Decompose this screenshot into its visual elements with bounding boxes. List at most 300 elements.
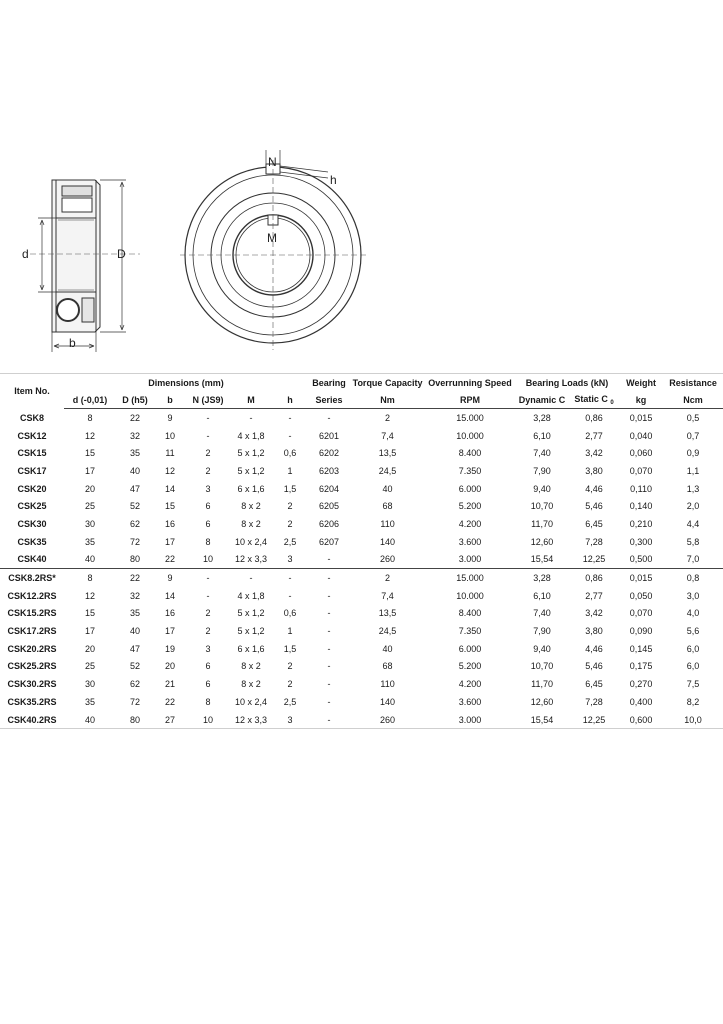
subheader-kg: kg — [619, 391, 663, 409]
table-row — [0, 675, 723, 693]
label-b: b — [69, 336, 76, 350]
table-cell: 5,6 — [686, 626, 700, 637]
table-cell: 72 — [129, 696, 140, 707]
table-cell: 8 x 2 — [241, 518, 261, 529]
item-number-cell: CSK30.2RS — [7, 679, 57, 690]
table-cell: - — [288, 430, 292, 441]
table-cell: 3.000 — [458, 554, 482, 565]
table-cell: 4,46 — [585, 643, 603, 654]
table-cell: 22 — [129, 412, 140, 423]
subheader-M: M — [230, 391, 272, 409]
table-cell: 1,1 — [686, 465, 700, 476]
table-cell: 8 x 2 — [241, 661, 261, 672]
table-cell: 6 x 1,6 — [237, 483, 265, 494]
table-cell: 0,110 — [630, 483, 652, 494]
table-cell: 17 — [164, 626, 175, 637]
subheader-N: N (JS9) — [186, 391, 230, 409]
table-row — [0, 427, 723, 445]
table-cell: 13,5 — [378, 608, 397, 619]
subheader-rpm: RPM — [425, 391, 515, 409]
table-cell: 8 x 2 — [241, 501, 261, 512]
table-cell: 260 — [350, 711, 425, 729]
table-cell: 3,0 — [686, 590, 700, 601]
table-cell: 6,10 — [533, 430, 551, 441]
table-cell: 140 — [380, 696, 396, 707]
table-cell: 2 — [287, 679, 293, 690]
table-cell: 6205 — [319, 501, 340, 512]
header-torque-capacity: Torque Capacity — [350, 374, 425, 392]
table-cell: 0,9 — [686, 448, 700, 459]
table-cell: - — [272, 569, 308, 587]
table-cell: - — [327, 590, 331, 601]
table-cell: 6 — [205, 679, 211, 690]
table-cell: 15,54 — [515, 711, 569, 729]
header-dimensions: Dimensions (mm) — [64, 374, 308, 392]
table-cell: 15,54 — [530, 554, 554, 565]
table-cell: 68 — [382, 501, 393, 512]
table-cell: 3.000 — [425, 711, 515, 729]
table-cell: 7,40 — [533, 448, 551, 459]
label-N: N — [268, 155, 277, 169]
table-cell: 3,80 — [585, 465, 603, 476]
table-row — [0, 444, 723, 462]
subheader-nm: Nm — [350, 391, 425, 409]
table-cell: - — [327, 696, 331, 707]
table-cell: 2 — [287, 518, 293, 529]
table-cell: 4 x 1,8 — [237, 590, 265, 601]
table-cell: 7,28 — [585, 696, 603, 707]
table-cell: 0,6 — [283, 608, 297, 619]
table-cell: 2,0 — [686, 501, 700, 512]
item-number-cell: CSK17.2RS — [7, 626, 57, 637]
table-cell: - — [206, 430, 210, 441]
table-cell: 6201 — [319, 430, 340, 441]
subheader-static-label: Static C — [574, 393, 608, 404]
table-cell: 12,60 — [530, 696, 554, 707]
table-cell: 6 — [205, 501, 211, 512]
table-cell: 40 — [84, 554, 95, 565]
table-cell: 2 — [205, 608, 211, 619]
item-number-cell: CSK12.2RS — [7, 590, 57, 601]
table-cell: - — [206, 590, 210, 601]
table-cell: 12 — [164, 465, 175, 476]
table-cell: 47 — [129, 483, 140, 494]
subheader-static-subscript: 0 — [610, 399, 614, 406]
table-cell: 7.350 — [458, 465, 482, 476]
table-cell: 62 — [129, 679, 140, 690]
table-cell: 110 — [380, 518, 395, 529]
item-number-cell: CSK25 — [17, 501, 47, 512]
table-cell: 35 — [129, 608, 140, 619]
table-cell: 6,0 — [686, 643, 700, 654]
table-cell: 6203 — [319, 465, 340, 476]
table-cell: 8,2 — [686, 696, 700, 707]
table-cell: 6,45 — [585, 679, 603, 690]
table-cell: 0,070 — [629, 465, 653, 476]
table-cell: 7,90 — [533, 626, 551, 637]
table-cell: 0,270 — [629, 679, 653, 690]
table-cell: 40 — [382, 643, 393, 654]
table-cell: 52 — [129, 661, 140, 672]
table-cell: 0,7 — [686, 430, 700, 441]
table-cell: 5.200 — [458, 661, 482, 672]
table-row — [0, 480, 723, 498]
table-cell: 14 — [164, 590, 175, 601]
table-cell: 17 — [84, 465, 95, 476]
table-cell: 0,86 — [585, 412, 603, 423]
table-cell: 16 — [164, 608, 175, 619]
table-cell: 35 — [84, 696, 95, 707]
table-cell: 1,3 — [686, 483, 700, 494]
table-cell: 40 — [129, 465, 140, 476]
table-cell: 15 — [164, 501, 175, 512]
table-cell: 5,46 — [585, 501, 603, 512]
table-cell: - — [327, 608, 331, 619]
table-cell: 15.000 — [425, 569, 515, 587]
header-bearing-loads: Bearing Loads (kN) — [515, 374, 619, 392]
table-cell: 8 x 2 — [241, 679, 261, 690]
table-cell: 3,80 — [585, 626, 603, 637]
table-cell: 3,42 — [585, 448, 603, 459]
table-cell: 9 — [167, 412, 173, 423]
table-cell: 15.000 — [456, 412, 484, 423]
item-number-cell: CSK12 — [17, 430, 47, 441]
label-D: D — [117, 247, 126, 261]
table-cell: 20 — [84, 483, 95, 494]
table-cell: 0,015 — [619, 569, 663, 587]
table-cell: 35 — [129, 448, 140, 459]
item-number-cell: CSK40.2RS — [0, 711, 64, 729]
table-cell: 6,0 — [686, 661, 700, 672]
table-cell: 52 — [129, 501, 140, 512]
table-subheader-row — [0, 391, 723, 409]
table-cell: 2 — [385, 412, 391, 423]
table-cell: 6.000 — [458, 643, 482, 654]
table-row — [0, 658, 723, 676]
table-cell: 80 — [129, 554, 140, 565]
item-number-cell: CSK15.2RS — [7, 608, 57, 619]
table-cell: 12,25 — [582, 554, 606, 565]
table-cell: 30 — [84, 679, 95, 690]
table-cell: 4 x 1,8 — [237, 430, 265, 441]
table-cell: 7,40 — [533, 608, 551, 619]
table-cell: 5,8 — [686, 536, 700, 547]
header-bearing: Bearing — [308, 374, 350, 392]
subheader-ncm: Ncm — [663, 391, 723, 409]
item-number-cell: CSK20.2RS — [7, 643, 57, 654]
table-cell: 2 — [205, 626, 211, 637]
table-cell: 0,090 — [629, 626, 653, 637]
subheader-series: Series — [308, 391, 350, 409]
table-cell: - — [327, 679, 331, 690]
table-cell: 6,10 — [533, 590, 551, 601]
table-cell: 3.600 — [458, 696, 482, 707]
table-row — [0, 605, 723, 623]
table-cell: - — [327, 412, 331, 423]
table-cell: 0,050 — [629, 590, 653, 601]
table-cell: 110 — [380, 679, 395, 690]
table-cell: 10 — [164, 430, 175, 441]
table-cell: 3,28 — [533, 412, 551, 423]
table-cell: 35 — [84, 536, 95, 547]
table-cell: 8 — [205, 696, 211, 707]
table-cell: 24,5 — [378, 465, 397, 476]
table-cell: 9,40 — [533, 643, 551, 654]
table-cell: 25 — [84, 501, 95, 512]
table-cell: 30 — [84, 518, 95, 529]
table-cell: 12 — [84, 590, 95, 601]
table-cell: 0,210 — [629, 518, 653, 529]
table-cell: 2 — [287, 661, 293, 672]
item-number-cell: CSK17 — [17, 465, 47, 476]
table-cell: 10,0 — [663, 711, 723, 729]
table-cell: 32 — [129, 590, 140, 601]
table-cell: 0,140 — [629, 501, 653, 512]
subheader-D: D (h5) — [116, 391, 154, 409]
label-d: d — [22, 247, 29, 261]
table-cell: 2 — [350, 569, 425, 587]
table-cell: 21 — [164, 679, 175, 690]
table-cell: 3,42 — [585, 608, 603, 619]
table-row — [0, 533, 723, 551]
table-cell: 10.000 — [456, 430, 484, 441]
table-cell: 10 — [202, 554, 213, 565]
table-row — [0, 587, 723, 605]
header-resistance: Resistance — [663, 374, 723, 392]
table-cell: 62 — [129, 518, 140, 529]
table-cell: - — [206, 412, 210, 423]
table-cell: 19 — [164, 643, 175, 654]
table-cell: 3 — [205, 643, 211, 654]
table-cell: 6 — [205, 661, 211, 672]
table-row — [0, 462, 723, 480]
subheader-h: h — [272, 391, 308, 409]
front-view-drawing — [178, 140, 378, 360]
table-cell: 10 — [186, 711, 230, 729]
table-row — [0, 622, 723, 640]
table-cell: 11,70 — [531, 679, 553, 690]
table-cell: 8.400 — [458, 448, 482, 459]
table-body — [0, 409, 723, 729]
table-cell: 2 — [205, 465, 211, 476]
table-cell: 40 — [382, 483, 393, 494]
table-cell: - — [288, 412, 292, 423]
subheader-static — [569, 391, 619, 409]
side-section-drawing — [0, 140, 180, 360]
table-cell: 25 — [84, 661, 95, 672]
table-cell: 260 — [380, 554, 396, 565]
table-cell: 10 x 2,4 — [234, 696, 268, 707]
table-cell: 0,145 — [629, 643, 653, 654]
table-cell: 4,0 — [686, 608, 700, 619]
table-cell: 17 — [164, 536, 175, 547]
table-cell: 80 — [116, 711, 154, 729]
table-cell: 0,400 — [629, 696, 653, 707]
table-cell: 9 — [154, 569, 186, 587]
table-cell: 0,300 — [629, 536, 653, 547]
table-cell: 6204 — [319, 483, 340, 494]
item-number-cell: CSK35.2RS — [7, 696, 57, 707]
table-cell: 10,70 — [530, 661, 554, 672]
table-cell: 9,40 — [533, 483, 551, 494]
specification-table — [0, 373, 723, 729]
table-cell: 2 — [287, 501, 293, 512]
table-row — [0, 640, 723, 658]
table-cell: 5.200 — [458, 501, 482, 512]
table-cell: 7.350 — [458, 626, 482, 637]
table-cell: - — [327, 643, 331, 654]
table-cell: 1,5 — [283, 483, 297, 494]
table-cell: 0,015 — [629, 412, 653, 423]
table-cell: 0,86 — [569, 569, 619, 587]
technical-drawings — [0, 140, 723, 360]
table-cell: 5 x 1,2 — [237, 626, 265, 637]
table-cell: 4.200 — [458, 518, 482, 529]
table-cell: 6.000 — [458, 483, 482, 494]
table-cell: 47 — [129, 643, 140, 654]
table-cell: 2,77 — [585, 430, 603, 441]
table-row — [0, 551, 723, 569]
table-cell: 7,4 — [381, 590, 394, 601]
table-cell: 12 x 3,3 — [234, 554, 268, 565]
table-cell: 7,28 — [585, 536, 603, 547]
table-row — [0, 711, 723, 729]
item-number-cell: CSK35 — [17, 536, 47, 547]
table-cell: 6207 — [319, 536, 340, 547]
table-cell: 12,60 — [530, 536, 554, 547]
label-M: M — [267, 231, 277, 245]
table-cell: 140 — [380, 536, 396, 547]
table-row — [0, 569, 723, 587]
table-cell: 8 — [205, 536, 211, 547]
table-cell: 0,600 — [619, 711, 663, 729]
table-cell: 0,8 — [663, 569, 723, 587]
table-cell: - — [327, 661, 331, 672]
table-cell: 8 — [87, 412, 93, 423]
header-overrunning-speed: Overrunning Speed — [425, 374, 515, 392]
item-number-cell: CSK8.2RS* — [0, 569, 64, 587]
table-cell: 12 x 3,3 — [230, 711, 272, 729]
table-cell: 10.000 — [456, 590, 484, 601]
table-cell: - — [186, 569, 230, 587]
table-cell: 32 — [129, 430, 140, 441]
table-row — [0, 409, 723, 427]
table-cell: - — [327, 554, 331, 565]
item-number-cell: CSK25.2RS — [7, 661, 57, 672]
item-number-cell: CSK8 — [19, 412, 44, 423]
table-cell: 7,5 — [686, 679, 700, 690]
table-cell: 7,0 — [686, 554, 700, 565]
table-cell: - — [308, 711, 350, 729]
table-cell: - — [308, 569, 350, 587]
table-cell: 15 — [84, 608, 95, 619]
table-cell: 40 — [129, 626, 140, 637]
table-cell: 13,5 — [378, 448, 397, 459]
table-cell: 5,46 — [585, 661, 603, 672]
table-cell: 3 — [205, 483, 211, 494]
table-cell: 5 x 1,2 — [237, 465, 265, 476]
table-cell: 16 — [164, 518, 175, 529]
table-row — [0, 693, 723, 711]
table-cell: 2,77 — [585, 590, 603, 601]
table-cell: 8 — [64, 569, 116, 587]
table-cell: 11,70 — [531, 518, 553, 529]
table-cell: 10 x 2,4 — [234, 536, 268, 547]
table-cell: 1 — [287, 465, 293, 476]
table-cell: 20 — [84, 643, 95, 654]
subheader-dynamic: Dynamic C — [515, 391, 569, 409]
table-cell: 10,70 — [530, 501, 554, 512]
table-row — [0, 497, 723, 515]
table-cell: 24,5 — [378, 626, 397, 637]
table-cell: 0,040 — [629, 430, 653, 441]
table-cell: 72 — [129, 536, 140, 547]
label-h: h — [330, 173, 337, 187]
table-cell: 17 — [84, 626, 95, 637]
table-cell: 40 — [64, 711, 116, 729]
table-cell: 1,5 — [283, 643, 297, 654]
table-cell: 2,5 — [283, 536, 297, 547]
table-cell: 27 — [154, 711, 186, 729]
table-cell: - — [288, 590, 292, 601]
table-cell: 0,6 — [283, 448, 297, 459]
table-cell: 4.200 — [458, 679, 482, 690]
table-cell: 15 — [84, 448, 95, 459]
table-cell: 20 — [164, 661, 175, 672]
table-cell: 11 — [165, 448, 175, 459]
table-cell: - — [249, 412, 253, 423]
item-number-cell: CSK30 — [17, 518, 47, 529]
table-cell: 3.600 — [458, 536, 482, 547]
table-cell: 3 — [272, 711, 308, 729]
table-row — [0, 515, 723, 533]
table-cell: - — [327, 626, 331, 637]
table-cell: 4,46 — [585, 483, 603, 494]
table-cell: - — [230, 569, 272, 587]
item-number-cell: CSK20 — [17, 483, 47, 494]
table-cell: 3,28 — [515, 569, 569, 587]
table-cell: 2,5 — [283, 696, 297, 707]
subheader-b: b — [154, 391, 186, 409]
table-cell: 22 — [164, 696, 175, 707]
table-cell: 14 — [164, 483, 175, 494]
table-cell: 6202 — [319, 448, 340, 459]
table-cell: 22 — [116, 569, 154, 587]
table-cell: 6206 — [319, 518, 340, 529]
table-cell: 7,90 — [533, 465, 551, 476]
table-cell: 0,175 — [629, 661, 653, 672]
table-cell: 0,070 — [629, 608, 653, 619]
table-cell: 4,4 — [686, 518, 700, 529]
item-number-cell: CSK40 — [17, 554, 47, 565]
header-item-no: Item No. — [0, 374, 64, 409]
subheader-d: d (-0,01) — [64, 391, 116, 409]
table-cell: 0,500 — [629, 554, 653, 565]
table-cell: 5 x 1,2 — [237, 608, 265, 619]
table-cell: 6,45 — [585, 518, 603, 529]
table-cell: 6 — [205, 518, 211, 529]
table-cell: 2 — [205, 448, 211, 459]
table-cell: 6 x 1,6 — [237, 643, 265, 654]
table-cell: 68 — [382, 661, 393, 672]
table-cell: 0,5 — [686, 412, 700, 423]
header-weight: Weight — [619, 374, 663, 392]
table-cell: 3 — [287, 554, 293, 565]
table-cell: 8.400 — [458, 608, 482, 619]
table-cell: 12,25 — [569, 711, 619, 729]
table-header-row — [0, 374, 723, 392]
table-cell: 22 — [164, 554, 175, 565]
